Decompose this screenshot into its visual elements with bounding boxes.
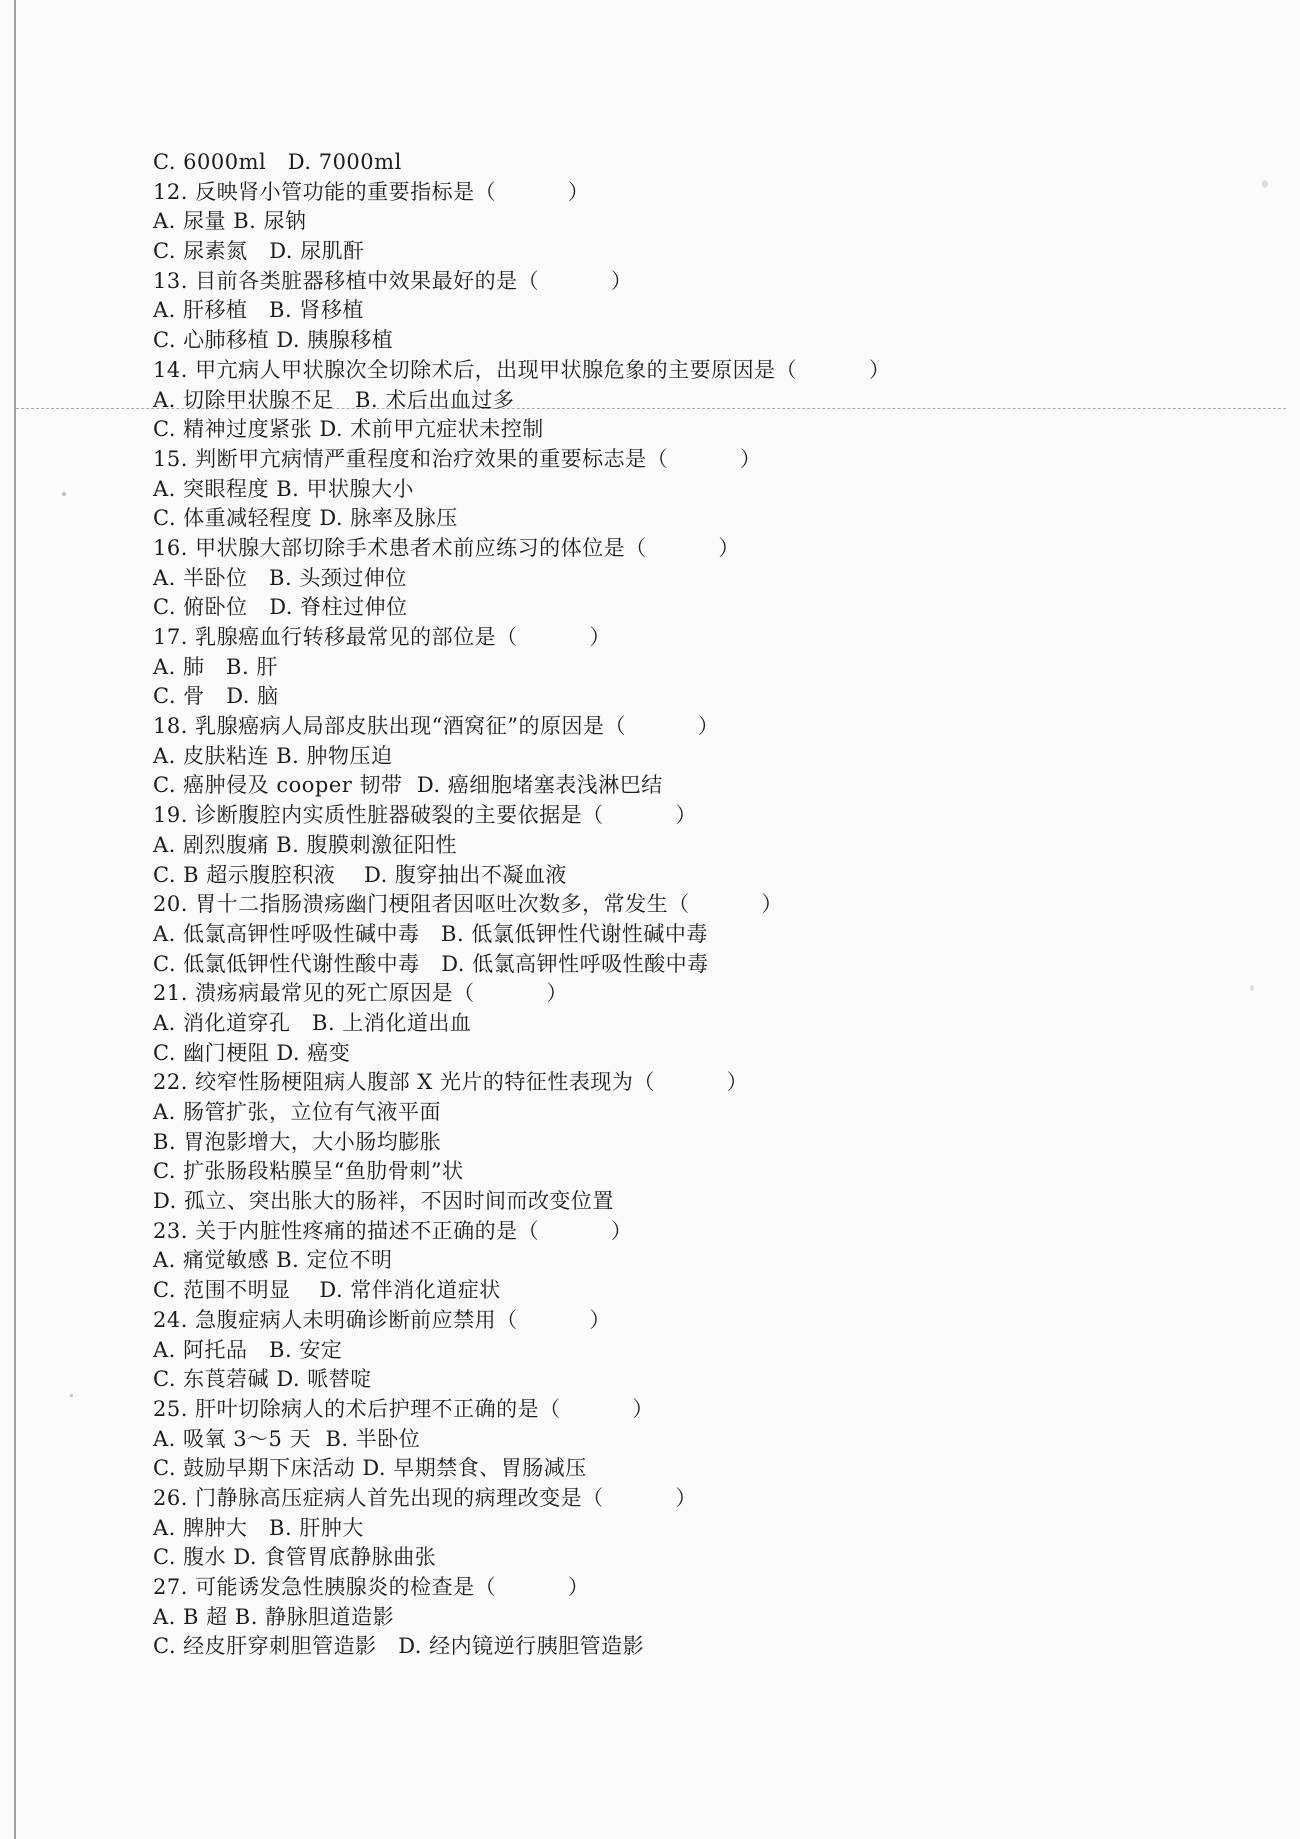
scan-left-edge xyxy=(0,0,16,1839)
question-line: D. 孤立、突出胀大的肠袢，不因时间而改变位置 xyxy=(153,1189,614,1214)
question-line: C. 幽门梗阻 D. 癌变 xyxy=(153,1040,351,1065)
question-line: 26. 门静脉高压症病人首先出现的病理改变是（ ） xyxy=(153,1485,697,1510)
question-line: C. 骨 D. 脑 xyxy=(153,684,279,709)
question-line: C. B 超示腹腔积液 D. 腹穿抽出不凝血液 xyxy=(153,862,567,887)
question-line: A. 剧烈腹痛 B. 腹膜刺激征阳性 xyxy=(153,832,457,857)
question-line: C. 6000ml D. 7000ml xyxy=(153,150,402,174)
question-line: A. 阿托品 B. 安定 xyxy=(153,1337,343,1362)
exam-question-text xyxy=(153,148,1253,1662)
question-line: 14. 甲亢病人甲状腺次全切除术后，出现甲状腺危象的主要原因是（ ） xyxy=(153,357,891,382)
question-line: B. 胃泡影增大，大小肠均膨胀 xyxy=(153,1129,442,1154)
question-line: 21. 溃疡病最常见的死亡原因是（ ） xyxy=(153,981,568,1006)
question-line: A. 突眼程度 B. 甲状腺大小 xyxy=(153,476,414,501)
question-line: C. 范围不明显 D. 常伴消化道症状 xyxy=(153,1278,501,1303)
question-line: 23. 关于内脏性疼痛的描述不正确的是（ ） xyxy=(153,1218,633,1243)
question-line: C. 低氯低钾性代谢性酸中毒 D. 低氯高钾性呼吸性酸中毒 xyxy=(153,951,709,976)
question-line: 22. 绞窄性肠梗阻病人腹部 X 光片的特征性表现为（ ） xyxy=(153,1070,749,1095)
question-line: A. B 超 B. 静脉胆道造影 xyxy=(153,1604,395,1629)
question-line: 18. 乳腺癌病人局部皮肤出现“酒窝征”的原因是（ ） xyxy=(153,714,720,739)
question-line: C. 精神过度紧张 D. 术前甲亢症状未控制 xyxy=(153,417,544,442)
question-line: C. 心肺移植 D. 胰腺移植 xyxy=(153,328,394,353)
question-line: 24. 急腹症病人未明确诊断前应禁用（ ） xyxy=(153,1307,611,1332)
question-line: 16. 甲状腺大部切除手术患者术前应练习的体位是（ ） xyxy=(153,535,740,560)
question-line: 12. 反映肾小管功能的重要指标是（ ） xyxy=(153,179,590,204)
scan-speck xyxy=(70,1394,73,1397)
question-line: C. 鼓励早期下床活动 D. 早期禁食、胃肠减压 xyxy=(153,1456,587,1481)
question-line: A. 肠管扩张，立位有气液平面 xyxy=(153,1100,442,1124)
question-line: C. 尿素氮 D. 尿肌酐 xyxy=(153,239,365,264)
question-line: C. 体重减轻程度 D. 脉率及脉压 xyxy=(153,506,458,531)
question-line: 15. 判断甲亢病情严重程度和治疗效果的重要标志是（ ） xyxy=(153,446,762,471)
question-line: C. 经皮肝穿刺胆管造影 D. 经内镜逆行胰胆管造影 xyxy=(153,1634,645,1659)
question-line: C. 扩张肠段粘膜呈“鱼肋骨刺”状 xyxy=(153,1159,464,1184)
question-line: A. 肝移植 B. 肾移植 xyxy=(153,298,364,323)
question-line: 27. 可能诱发急性胰腺炎的检查是（ ） xyxy=(153,1575,590,1599)
question-line: A. 尿量 B. 尿钠 xyxy=(153,209,307,234)
question-line: 17. 乳腺癌血行转移最常见的部位是（ ） xyxy=(153,625,611,649)
question-line: A. 半卧位 B. 头颈过伸位 xyxy=(153,565,407,590)
question-line: A. 痛觉敏感 B. 定位不明 xyxy=(153,1248,393,1273)
question-line: A. 肺 B. 肝 xyxy=(153,654,278,679)
question-line: A. 脾肿大 B. 肝肿大 xyxy=(153,1515,364,1540)
question-line: A. 切除甲状腺不足 B. 术后出血过多 xyxy=(153,387,515,412)
scan-speck xyxy=(1262,180,1268,188)
question-line: C. 东莨菪碱 D. 哌替啶 xyxy=(153,1367,372,1392)
question-line: 19. 诊断腹腔内实质性脏器破裂的主要依据是（ ） xyxy=(153,803,697,828)
question-line: 20. 胃十二指肠溃疡幽门梗阻者因呕吐次数多，常发生（ ） xyxy=(153,892,783,917)
question-line: A. 吸氧 3～5 天 B. 半卧位 xyxy=(153,1426,421,1451)
scan-speck xyxy=(62,492,66,496)
question-line: C. 癌肿侵及 cooper 韧带 D. 癌细胞堵塞表浅淋巴结 xyxy=(153,773,663,798)
question-line: C. 俯卧位 D. 脊柱过伸位 xyxy=(153,595,408,620)
question-line: 25. 肝叶切除病人的术后护理不正确的是（ ） xyxy=(153,1396,654,1421)
question-line: 13. 目前各类脏器移植中效果最好的是（ ） xyxy=(153,268,633,293)
question-line: A. 皮肤粘连 B. 肿物压迫 xyxy=(153,743,393,768)
question-line: A. 低氯高钾性呼吸性碱中毒 B. 低氯低钾性代谢性碱中毒 xyxy=(153,921,708,946)
question-line: C. 腹水 D. 食管胃底静脉曲张 xyxy=(153,1545,437,1570)
question-line: A. 消化道穿孔 B. 上消化道出血 xyxy=(153,1010,472,1035)
